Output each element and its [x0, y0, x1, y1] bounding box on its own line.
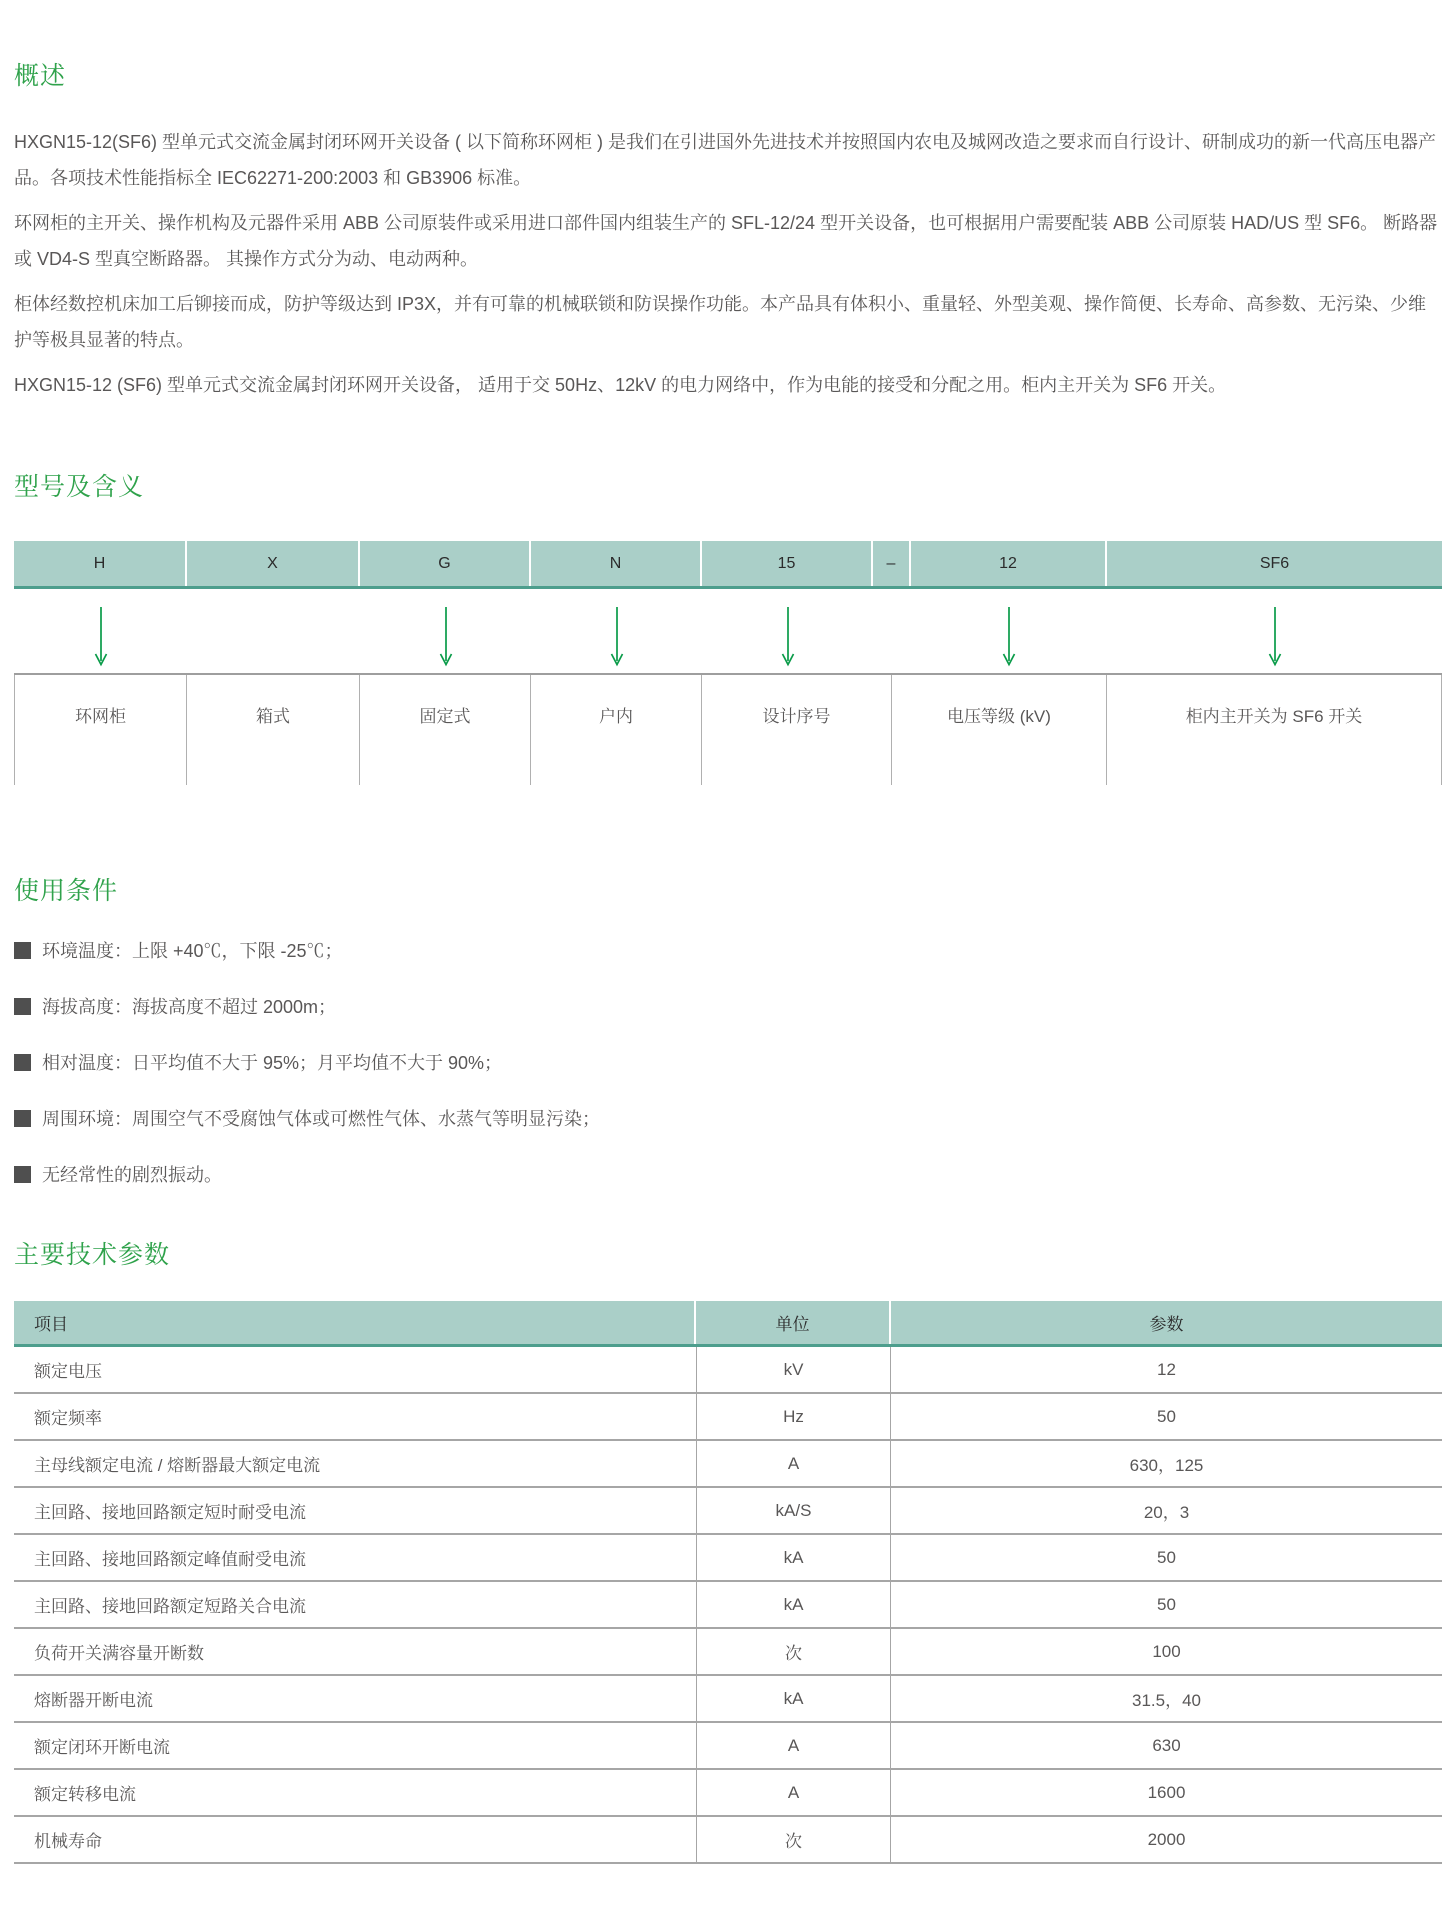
param-value-cell: 100: [1152, 1641, 1181, 1661]
model-arrow-cell: [911, 589, 1107, 673]
condition-item: [14, 1049, 1442, 1075]
down-arrow-icon: [438, 605, 454, 667]
param-name-cell: 负荷开关满容量开断数: [34, 1644, 204, 1663]
param-name-cell: 主回路、接地回路额定短时耐受电流: [34, 1503, 306, 1522]
param-value-cell: 630: [1152, 1735, 1181, 1755]
table-row: [14, 1629, 1442, 1676]
condition-text: 周围环境：周围空气不受腐蚀气体或可燃性气体、水蒸气等明显污染；: [42, 1109, 600, 1129]
table-row: [14, 1535, 1442, 1582]
model-code-cell: N: [531, 541, 702, 586]
down-arrow-icon: [609, 605, 625, 667]
param-unit-cell: A: [696, 1770, 891, 1815]
overview-paragraph: 柜体经数控机床加工后铆接而成，防护等级达到 IP3X，并有可靠的机械联锁和防误操作功能。本产品具有体积小、重量轻、外型美观、操作简便、长寿命、高参数、无污染、少维护等极具显著的特点。: [14, 294, 1427, 350]
param-value-cell: 50: [1157, 1594, 1176, 1614]
model-code-cell: 15: [702, 541, 873, 586]
param-value-cell: 50: [1157, 1406, 1176, 1426]
model-code-header-row: [14, 541, 1442, 589]
square-bullet-icon: [14, 1054, 31, 1071]
condition-text: 环境温度：上限 +40℃，下限 -25℃；: [42, 941, 343, 961]
conditions-section-title: 使用条件: [14, 877, 119, 905]
parameters-table: [14, 1301, 1442, 1864]
overview-paragraphs: [14, 124, 1442, 403]
param-name-cell: 额定电压: [34, 1362, 102, 1381]
model-meaning-cell: 环网柜: [14, 675, 187, 785]
param-value-cell: 2000: [1147, 1829, 1186, 1849]
model-arrow-row: [14, 589, 1442, 673]
model-arrow-cell: [873, 589, 911, 673]
model-code-cell: G: [360, 541, 531, 586]
condition-item: [14, 937, 1442, 963]
model-code-table: [14, 541, 1442, 785]
model-meaning-cell: 设计序号: [702, 675, 892, 785]
down-arrow-icon: [93, 605, 109, 667]
param-value-cell: 20，3: [1143, 1503, 1190, 1522]
square-bullet-icon: [14, 1110, 31, 1127]
model-section-title: 型号及含义: [14, 473, 145, 501]
model-arrow-cell: [531, 589, 702, 673]
param-unit-cell: 次: [696, 1817, 891, 1862]
column-header-item: 项目: [14, 1301, 696, 1344]
param-unit-cell: Hz: [696, 1394, 891, 1439]
model-arrow-cell: [1107, 589, 1442, 673]
square-bullet-icon: [14, 942, 31, 959]
param-value-cell: 1600: [1147, 1782, 1186, 1802]
param-unit-cell: kV: [696, 1347, 891, 1392]
table-row: [14, 1441, 1442, 1488]
param-unit-cell: A: [696, 1723, 891, 1768]
column-header-value: 参数: [1149, 1315, 1184, 1334]
param-value-cell: 50: [1157, 1547, 1176, 1567]
parameters-body: [14, 1347, 1442, 1864]
model-code-cell: –: [873, 541, 911, 586]
model-arrow-cell: [360, 589, 531, 673]
table-row: [14, 1582, 1442, 1629]
down-arrow-icon: [780, 605, 796, 667]
param-unit-cell: A: [696, 1441, 891, 1486]
model-meaning-cell: 固定式: [360, 675, 531, 785]
condition-text: 无经常性的剧烈振动。: [42, 1165, 222, 1185]
overview-paragraph: 环网柜的主开关、操作机构及元器件采用 ABB 公司原装件或采用进口部件国内组装生产的 SFL-12/24 型开关设备，也可根据用户需要配装 ABB 公司原装 HAD/US 型 SF6。 断路器或 VD4-S 型真空断路器。 其操作方式分为动、电动两种。: [14, 213, 1438, 269]
model-code-cell: SF6: [1259, 554, 1290, 572]
condition-text: 相对温度：日平均值不大于 95%；月平均值不大于 90%；: [42, 1053, 503, 1073]
condition-item: [14, 1161, 1442, 1187]
param-name-cell: 主母线额定电流 / 熔断器最大额定电流: [34, 1456, 321, 1475]
table-row: [14, 1676, 1442, 1723]
table-row: [14, 1347, 1442, 1394]
param-name-cell: 主回路、接地回路额定峰值耐受电流: [34, 1550, 306, 1569]
param-unit-cell: kA: [696, 1582, 891, 1627]
condition-item: [14, 993, 1442, 1019]
param-name-cell: 额定闭环开断电流: [34, 1738, 170, 1757]
condition-item: [14, 1105, 1442, 1131]
model-meaning-cell: 箱式: [187, 675, 360, 785]
param-unit-cell: kA: [696, 1535, 891, 1580]
parameters-section-title: 主要技术参数: [14, 1241, 171, 1269]
model-meaning-cell: 电压等级 (kV): [892, 675, 1107, 785]
param-unit-cell: 次: [696, 1629, 891, 1674]
param-unit-cell: kA/S: [696, 1488, 891, 1533]
param-value-cell: 630，125: [1129, 1456, 1204, 1475]
down-arrow-icon: [1267, 605, 1283, 667]
param-value-cell: 12: [1157, 1359, 1176, 1379]
table-row: [14, 1488, 1442, 1535]
table-row: [14, 1723, 1442, 1770]
table-row: [14, 1817, 1442, 1864]
model-arrow-cell: [187, 589, 360, 673]
parameters-header-row: [14, 1301, 1442, 1347]
param-name-cell: 机械寿命: [34, 1832, 102, 1851]
param-name-cell: 额定频率: [34, 1409, 102, 1428]
down-arrow-icon: [1001, 605, 1017, 667]
table-row: [14, 1770, 1442, 1817]
model-code-cell: H: [14, 541, 187, 586]
square-bullet-icon: [14, 998, 31, 1015]
param-name-cell: 主回路、接地回路额定短路关合电流: [34, 1597, 306, 1616]
overview-paragraph: HXGN15-12(SF6) 型单元式交流金属封闭环网开关设备 ( 以下简称环网柜 ) 是我们在引进国外先进技术并按照国内农电及城网改造之要求而自行设计、研制成功的新一代高压电器产品。各项技术性能指标全 IEC62271-200:2003 和 GB3906 标准。: [14, 132, 1437, 188]
model-meaning-cell: 户内: [531, 675, 702, 785]
table-row: [14, 1394, 1442, 1441]
column-header-unit: 单位: [696, 1301, 891, 1344]
model-arrow-cell: [702, 589, 873, 673]
param-value-cell: 31.5，40: [1132, 1691, 1201, 1710]
model-meaning-cell: 柜内主开关为 SF6 开关: [1107, 675, 1442, 785]
condition-text: 海拔高度：海拔高度不超过 2000m；: [42, 997, 337, 1017]
model-code-cell: 12: [911, 541, 1107, 586]
square-bullet-icon: [14, 1166, 31, 1183]
param-unit-cell: kA: [696, 1676, 891, 1721]
model-code-cell: X: [187, 541, 360, 586]
overview-paragraph: HXGN15-12 (SF6) 型单元式交流金属封闭环网开关设备， 适用于交 50Hz、12kV 的电力网络中，作为电能的接受和分配之用。柜内主开关为 SF6 开关。: [14, 375, 1227, 395]
model-meaning-row: [14, 673, 1442, 785]
param-name-cell: 额定转移电流: [34, 1785, 136, 1804]
model-arrow-cell: [14, 589, 187, 673]
conditions-list: [14, 937, 1442, 1187]
param-name-cell: 熔断器开断电流: [34, 1691, 153, 1710]
overview-section-title: 概述: [14, 62, 67, 90]
